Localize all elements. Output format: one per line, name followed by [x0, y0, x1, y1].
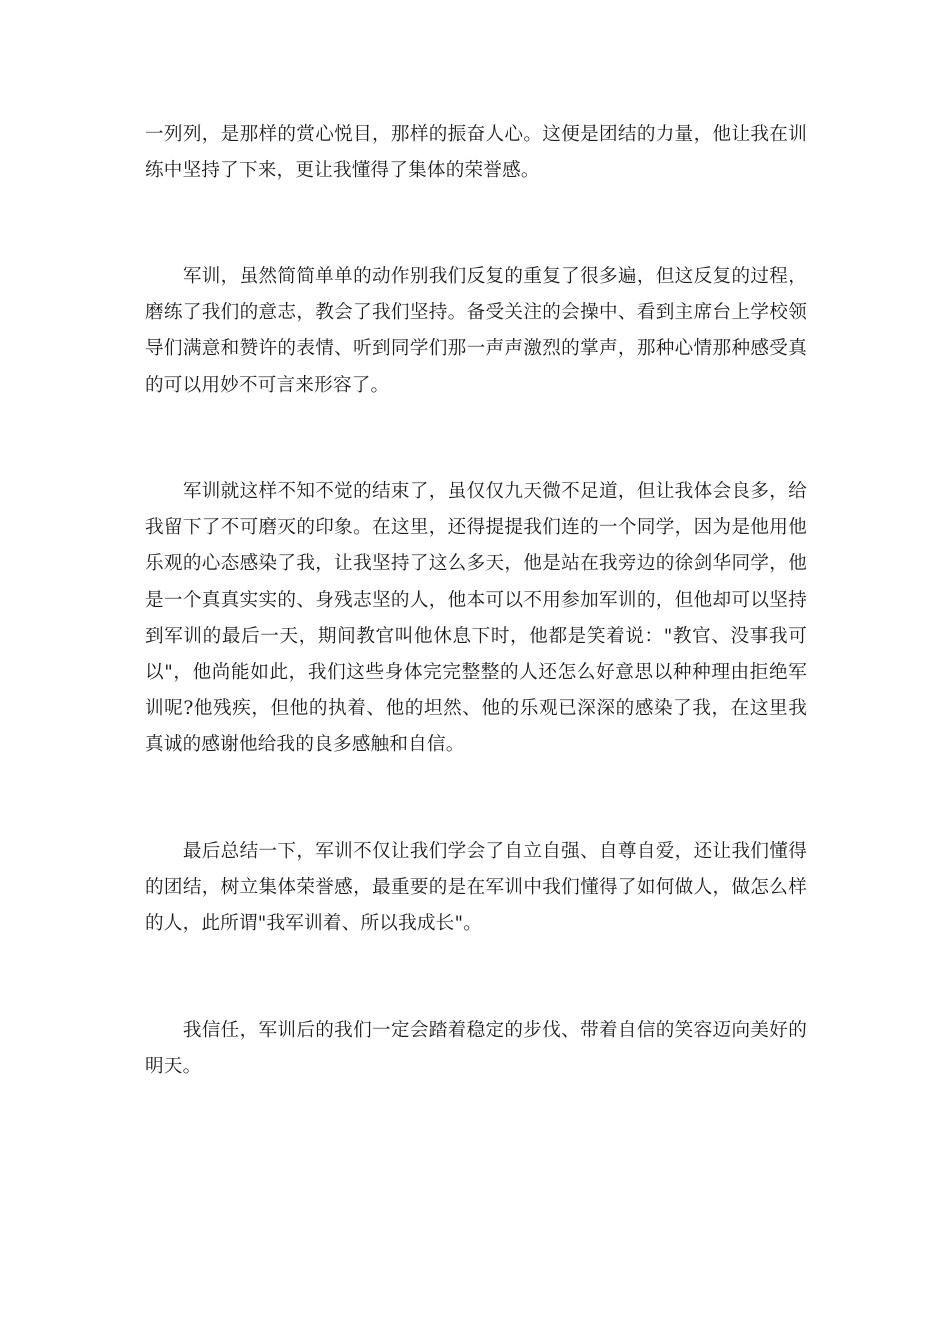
paragraph-4: 最后总结一下，军训不仅让我们学会了自立自强、自尊自爱，还让我们懂得的团结，树立集体荣誉感，最重要的是在军训中我们懂得了如何做人，做怎么样的人，此所谓"我军训着、所以我成长"。 — [145, 841, 807, 935]
paragraph-1: 一列列，是那样的赏心悦目，那样的振奋人心。这便是团结的力量，他让我在训练中坚持了下来，更让我懂得了集体的荣誉感。 — [145, 124, 807, 182]
paragraph-5: 我信任，军训后的我们一定会踏着稳定的步伐、带着自信的笑容迈向美好的明天。 — [145, 1020, 807, 1078]
paragraph-3: 军训就这样不知不觉的结束了，虽仅仅九天微不足道，但让我体会良多，给我留下了不可磨灭的印象。在这里，还得提提我们连的一个同学，因为是他用他乐观的心态感染了我，让我坚持了这么多天，他是站在我旁边的徐剑华同学，他是一个真真实实的、身残志坚的人，他本可以不用参加军训的，但他却可以坚持到军训的最后一天，期间教官叫他休息下时，他都是笑着说："教官、没事我可以"，他尚能如此，我们这些身体完完整整的人还怎么好意思以种种理由拒绝军训呢?他残疾，但他的执着、他的坦然、他的乐观已深深的感染了我，在这里我真诚的感谢他给我的良多感触和自信。 — [145, 481, 807, 756]
paragraph-2: 军训，虽然简简单单的动作别我们反复的重复了很多遍，但这反复的过程，磨练了我们的意志，教会了我们坚持。备受关注的会操中、看到主席台上学校领导们满意和赞许的表情、听到同学们那一声声激烈的掌声，那种心情那种感受真的可以用妙不可言来形容了。 — [145, 266, 807, 396]
